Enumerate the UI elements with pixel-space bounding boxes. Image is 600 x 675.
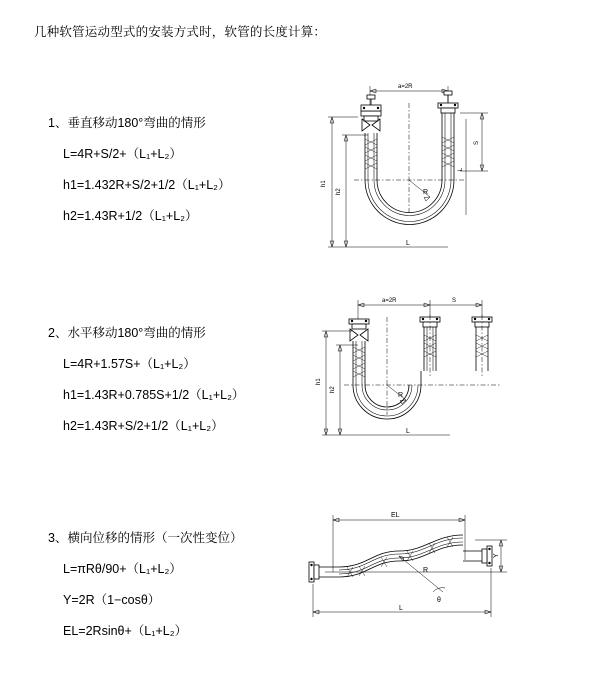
dim-label-s-2: S bbox=[452, 298, 457, 304]
dim-label-r-2: R bbox=[398, 392, 404, 399]
section-3-formula-1: L=πRθ/90+（L₁+L₂） bbox=[63, 562, 182, 576]
dim-label-a2r-2: a=2R bbox=[382, 298, 397, 304]
dim-label-h2: h2 bbox=[336, 188, 342, 195]
dim-label-l-vertical: L bbox=[458, 167, 464, 171]
diagram-horizontal-180-bend bbox=[310, 285, 510, 460]
dim-label-s: S bbox=[474, 140, 480, 145]
dim-label-l: L bbox=[406, 240, 410, 247]
section-3-formula-2: Y=2R（1−cosθ） bbox=[63, 593, 161, 607]
section-vertical-movement bbox=[0, 75, 600, 265]
section-1-formula-1: L=4R+S/2+（L₁+L₂） bbox=[63, 147, 182, 161]
dim-label-r: R bbox=[423, 189, 429, 196]
dim-label-h2-2: h2 bbox=[330, 386, 336, 393]
dim-label-el: EL bbox=[391, 512, 400, 519]
section-2-title: 2、水平移动180°弯曲的情形 bbox=[48, 326, 206, 340]
section-3-text bbox=[48, 528, 308, 639]
section-3-formula-3: EL=2Rsinθ+（L₁+L₂） bbox=[63, 624, 188, 638]
section-2-text bbox=[48, 323, 308, 434]
dim-label-y: Y bbox=[493, 553, 500, 558]
diagram-lateral-offset bbox=[295, 500, 515, 630]
section-1-text bbox=[48, 113, 308, 224]
section-2-formula-1: L=4R+1.57S+（L₁+L₂） bbox=[63, 357, 196, 371]
section-1-formula-3: h2=1.43R+1/2（L₁+L₂） bbox=[63, 209, 198, 223]
dim-label-l-2: L bbox=[406, 428, 410, 435]
section-horizontal-movement bbox=[0, 285, 600, 465]
dim-label-h1-2: h1 bbox=[316, 378, 322, 385]
dim-label-theta: θ bbox=[437, 597, 441, 604]
diagram-vertical-180-bend bbox=[310, 75, 510, 265]
section-lateral-offset bbox=[0, 500, 600, 640]
section-1-formula-2: h1=1.432R+S/2+1/2（L₁+L₂） bbox=[63, 178, 231, 192]
section-2-formula-2: h1=1.43R+0.785S+1/2（L₁+L₂） bbox=[63, 388, 245, 402]
dim-label-r-3: R bbox=[423, 567, 429, 574]
section-3-title: 3、横向位移的情形（一次性变位） bbox=[48, 531, 243, 545]
section-2-formula-3: h2=1.43R+S/2+1/2（L₁+L₂） bbox=[63, 419, 224, 433]
dim-label-a2r: a=2R bbox=[398, 84, 413, 90]
dim-label-h1: h1 bbox=[321, 180, 327, 187]
section-1-title: 1、垂直移动180°弯曲的情形 bbox=[48, 116, 206, 130]
dim-label-l-3: L bbox=[399, 605, 403, 612]
page-title: 几种软管运动型式的安装方式时，软管的长度计算： bbox=[34, 25, 327, 39]
